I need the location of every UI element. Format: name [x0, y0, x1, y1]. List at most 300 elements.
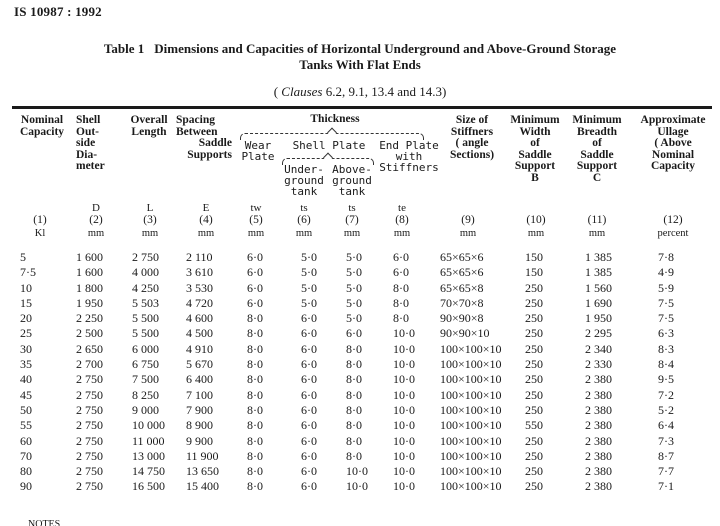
table-cell: 100×100×10 [440, 418, 502, 433]
table-cell: 5 [20, 250, 26, 264]
table-cell: 10·0 [393, 372, 415, 387]
table-row [0, 372, 720, 387]
table-cell: 60 [20, 433, 32, 448]
column-number: (9) [461, 214, 475, 226]
table-cell: 7 500 [132, 372, 159, 387]
table-cell: 250 [525, 448, 543, 463]
table-cell: 6·0 [393, 265, 409, 280]
table-cell: 25 [20, 326, 32, 341]
header-line: Sections) [449, 148, 495, 161]
table-cell: 8·0 [247, 387, 263, 402]
column-unit: mm [141, 228, 159, 239]
header-line: Shell [76, 114, 101, 126]
column-unit: percent [657, 228, 689, 239]
table-cell: 2 650 [76, 341, 103, 356]
table-cell: 13 650 [186, 464, 219, 479]
column-number: (1) [33, 214, 47, 226]
table-cell: 100×100×10 [440, 464, 502, 479]
table-cell: 10·0 [393, 464, 415, 479]
table-cell: 8·4 [658, 357, 674, 372]
column-number: (5) [249, 214, 263, 226]
header-min-width-saddle [506, 115, 564, 184]
header-line: tank [338, 185, 366, 198]
header-line: Supports [187, 148, 232, 161]
table-title-text: Dimensions and Capacities of Horizontal Underground and Above-Ground Storage [154, 41, 617, 56]
table-cell: 6·0 [301, 464, 317, 479]
column-symbol: ts [300, 202, 308, 214]
table-row [0, 342, 720, 357]
table-cell: 40 [20, 372, 32, 387]
standard-number: IS 10987 : 1992 [14, 4, 102, 19]
table-cell: 2 250 [76, 311, 103, 326]
table-cell: 10·0 [393, 341, 415, 356]
header-line: ground [284, 174, 324, 187]
table-row [0, 418, 720, 433]
table-number: Table 1 [103, 41, 145, 56]
table-cell: 10·0 [393, 479, 415, 494]
table-cell: 2 750 [76, 387, 103, 402]
header-line: Saddle [580, 148, 614, 161]
header-line: Dia- [76, 148, 98, 161]
table-cell: 8·0 [247, 357, 263, 372]
table-cell: 250 [525, 311, 543, 326]
table-cell: 2 340 [585, 341, 612, 356]
table-title-line-1 [0, 41, 720, 57]
table-cell: 10·0 [393, 357, 415, 372]
table-cell: 250 [525, 479, 543, 494]
header-end-plate-with-stiffners [376, 140, 442, 173]
header-line: Support [514, 160, 556, 172]
table-row [0, 265, 720, 280]
table-cell: 8·0 [346, 433, 362, 448]
header-line: Size of [455, 114, 489, 126]
table-cell: 8·0 [393, 311, 409, 326]
table-cell: 100×100×10 [440, 479, 502, 494]
header-line: Width [519, 125, 551, 138]
table-cell: 100×100×10 [440, 372, 502, 387]
column-number: (10) [526, 214, 546, 226]
table-cell: 8·0 [346, 387, 362, 402]
table-cell: 4·9 [658, 265, 674, 280]
header-line: Capacity [19, 125, 65, 138]
table-body [0, 250, 720, 495]
table-cell: 65×65×6 [440, 250, 484, 264]
header-line: of [592, 137, 602, 149]
table-cell: 8·0 [247, 448, 263, 463]
table-cell: 6·0 [247, 250, 263, 264]
table-cell: 250 [525, 464, 543, 479]
table-cell: 50 [20, 402, 32, 417]
table-cell: 100×100×10 [440, 357, 502, 372]
table-row [0, 281, 720, 296]
table-cell: 1 600 [76, 265, 103, 280]
table-cell: 150 [525, 265, 543, 280]
column-symbol: ts [348, 202, 356, 214]
table-cell: 100×100×10 [440, 387, 502, 402]
header-min-breadth-saddle [566, 115, 628, 184]
header-wear-plate [238, 140, 278, 162]
header-nominal-capacity [14, 115, 70, 138]
header-aboveground-tank [328, 164, 376, 197]
column-symbol: L [146, 202, 154, 214]
table-cell: 5·2 [658, 402, 674, 417]
header-line: Overall [130, 114, 168, 126]
table-cell: 2 380 [585, 402, 612, 417]
column-unit: mm [295, 228, 313, 239]
column-unit: Kl [34, 228, 46, 239]
table-row [0, 464, 720, 479]
table-cell: 6 400 [186, 372, 213, 387]
table-cell: 90 [20, 479, 32, 494]
header-line: Between [176, 125, 218, 138]
table-cell: 8·0 [346, 418, 362, 433]
header-line: Nominal [651, 148, 695, 161]
column-number: (7) [345, 214, 359, 226]
table-cell: 6·0 [301, 402, 317, 417]
table-cell: 5·0 [301, 265, 317, 280]
header-line: Saddle [518, 148, 552, 161]
table-cell: 6·0 [346, 326, 362, 341]
table-cell: 7·8 [658, 250, 674, 264]
table-cell: 5·0 [301, 250, 317, 264]
table-cell: 7 900 [186, 402, 213, 417]
table-cell: 14 750 [132, 464, 165, 479]
table-cell: 100×100×10 [440, 448, 502, 463]
column-number: (8) [395, 214, 409, 226]
header-shell-outside-diameter [76, 115, 116, 173]
table-cell: 100×100×10 [440, 402, 502, 417]
table-cell: 8·3 [658, 341, 674, 356]
column-symbol: tw [250, 202, 262, 214]
header-line: meter [76, 160, 105, 172]
table-cell: 2 750 [76, 418, 103, 433]
table-cell: 10·0 [393, 402, 415, 417]
header-line: ground [332, 174, 372, 187]
table-row [0, 311, 720, 326]
table-cell: 6·4 [658, 418, 674, 433]
table-cell: 35 [20, 357, 32, 372]
table-cell: 100×100×10 [440, 341, 502, 356]
header-line: Spacing [176, 114, 215, 126]
header-line: Above- [332, 163, 372, 176]
table-top-rule [12, 106, 712, 109]
table-row [0, 449, 720, 464]
table-cell: 8·0 [346, 448, 362, 463]
table-cell: 1 560 [585, 280, 612, 295]
table-row [0, 434, 720, 449]
header-spacing-saddle-supports [176, 115, 232, 161]
header-line: Ullage [657, 125, 689, 138]
table-cell: 8·0 [393, 280, 409, 295]
table-cell: 250 [525, 326, 543, 341]
column-unit: mm [343, 228, 361, 239]
table-cell: 2 330 [585, 357, 612, 372]
table-cell: 5·9 [658, 280, 674, 295]
table-row [0, 479, 720, 494]
table-cell: 65×65×6 [440, 265, 484, 280]
table-cell: 5·0 [301, 280, 317, 295]
table-cell: 6·0 [301, 326, 317, 341]
table-cell: 8 250 [132, 387, 159, 402]
table-cell: 8·0 [247, 433, 263, 448]
column-number: (3) [143, 214, 157, 226]
table-cell: 6·0 [301, 387, 317, 402]
notes-label: NOTES [28, 519, 61, 526]
table-cell: 2 750 [76, 464, 103, 479]
table-cell: 11 900 [186, 448, 219, 463]
header-line: Nominal [20, 114, 64, 126]
column-symbol: E [202, 202, 210, 214]
header-line: Approximate [640, 114, 706, 126]
table-cell: 5·0 [346, 265, 362, 280]
header-line: ( Above [654, 137, 692, 149]
table-cell: 3 610 [186, 265, 213, 280]
table-cell: 11 000 [132, 433, 165, 448]
table-cell: 15 [20, 295, 32, 310]
column-number: (6) [297, 214, 311, 226]
column-unit: mm [87, 228, 105, 239]
table-cell: 7 100 [186, 387, 213, 402]
column-number: (2) [89, 214, 103, 226]
table-cell: 20 [20, 311, 32, 326]
table-cell: 2 750 [76, 479, 103, 494]
header-shell-plate: Shell Plate [292, 139, 366, 152]
table-cell: 8·0 [346, 357, 362, 372]
header-line: Capacity [650, 160, 696, 172]
table-cell: 8·0 [346, 341, 362, 356]
table-cell: 250 [525, 387, 543, 402]
table-cell: 5·0 [301, 295, 317, 310]
clauses-open-paren: ( [273, 84, 279, 99]
table-cell: 7·5 [20, 265, 36, 280]
table-cell: 7·1 [658, 479, 674, 494]
header-line: C [592, 171, 602, 184]
table-cell: 2 110 [186, 250, 213, 264]
table-cell: 1 385 [585, 265, 612, 280]
table-cell: 8·0 [247, 341, 263, 356]
table-cell: 8·0 [393, 295, 409, 310]
table-cell: 150 [525, 250, 543, 264]
table-cell: 9·5 [658, 372, 674, 387]
table-cell: 55 [20, 418, 32, 433]
table-cell: 6 750 [132, 357, 159, 372]
table-cell: 10·0 [346, 464, 368, 479]
table-cell: 10 [20, 280, 32, 295]
header-line: End Plate [379, 139, 439, 152]
table-cell: 8·0 [247, 418, 263, 433]
table-cell: 10·0 [346, 479, 368, 494]
table-cell: 7·7 [658, 464, 674, 479]
table-cell: 6·0 [247, 280, 263, 295]
header-line: Minimum [572, 114, 622, 126]
table-cell: 5 670 [186, 357, 213, 372]
table-cell: 4 720 [186, 295, 213, 310]
table-row [0, 326, 720, 341]
header-line: tank [290, 185, 318, 198]
header-line: ( angle [455, 137, 489, 149]
header-line: Stiffners [450, 125, 494, 138]
table-cell: 4 000 [132, 265, 159, 280]
column-unit: mm [197, 228, 215, 239]
table-cell: 250 [525, 372, 543, 387]
header-line: Length [131, 125, 167, 138]
table-cell: 7·2 [658, 387, 674, 402]
table-cell: 2 380 [585, 372, 612, 387]
table-cell: 8·0 [247, 402, 263, 417]
header-line: Minimum [510, 114, 560, 126]
table-cell: 80 [20, 464, 32, 479]
header-line: Stiffners [379, 161, 439, 174]
header-thickness: Thickness [310, 113, 360, 125]
table-cell: 2 750 [76, 448, 103, 463]
table-cell: 5·0 [346, 311, 362, 326]
table-cell: 5 503 [132, 295, 159, 310]
table-cell: 6·0 [393, 250, 409, 264]
table-cell: 8·0 [247, 464, 263, 479]
table-cell: 6·0 [301, 357, 317, 372]
table-cell: 2 380 [585, 418, 612, 433]
table-cell: 65×65×8 [440, 280, 484, 295]
header-line: Breadth [576, 125, 618, 138]
table-cell: 6·0 [301, 372, 317, 387]
table-cell: 30 [20, 341, 32, 356]
column-symbol: D [92, 202, 100, 214]
table-cell: 2 380 [585, 448, 612, 463]
table-cell: 10·0 [393, 418, 415, 433]
table-cell: 5·0 [346, 280, 362, 295]
column-unit: mm [527, 228, 545, 239]
header-line: Under- [284, 163, 324, 176]
table-cell: 7·3 [658, 433, 674, 448]
table-row [0, 388, 720, 403]
table-cell: 5 500 [132, 311, 159, 326]
table-cell: 3 530 [186, 280, 213, 295]
header-line: Support [576, 160, 618, 172]
column-number: (11) [587, 214, 607, 226]
table-cell: 250 [525, 295, 543, 310]
column-symbol: te [398, 202, 406, 214]
clause-references [0, 84, 720, 100]
table-cell: 2 750 [76, 372, 103, 387]
table-cell: 100×100×10 [440, 433, 502, 448]
table-cell: 8·0 [247, 326, 263, 341]
table-cell: 250 [525, 402, 543, 417]
table-cell: 10·0 [393, 448, 415, 463]
table-cell: 6·0 [301, 479, 317, 494]
table-cell: 4 910 [186, 341, 213, 356]
table-row [0, 296, 720, 311]
table-cell: 2 500 [76, 326, 103, 341]
table-cell: 70×70×8 [440, 295, 484, 310]
table-cell: 9 000 [132, 402, 159, 417]
table-row [0, 250, 720, 265]
header-line: Plate [241, 150, 275, 163]
table-cell: 250 [525, 341, 543, 356]
table-cell: 4 600 [186, 311, 213, 326]
table-cell: 16 500 [132, 479, 165, 494]
table-cell: 550 [525, 418, 543, 433]
table-cell: 250 [525, 280, 543, 295]
table-cell: 4 500 [186, 326, 213, 341]
header-line: with [395, 150, 423, 163]
table-cell: 4 250 [132, 280, 159, 295]
table-cell: 6·3 [658, 326, 674, 341]
column-unit: mm [459, 228, 477, 239]
table-cell: 6·0 [247, 265, 263, 280]
table-cell: 2 380 [585, 387, 612, 402]
table-row [0, 357, 720, 372]
table-cell: 10 000 [132, 418, 165, 433]
table-cell: 2 380 [585, 433, 612, 448]
table-cell: 1 800 [76, 280, 103, 295]
clauses-label: Clauses [281, 84, 323, 99]
header-size-of-stiffners [440, 115, 504, 161]
table-title-line-2: Tanks With Flat Ends [299, 57, 421, 72]
table-cell: 1 385 [585, 250, 612, 264]
column-unit: mm [588, 228, 606, 239]
table-cell: 2 750 [132, 250, 159, 264]
table-cell: 70 [20, 448, 32, 463]
table-cell: 1 950 [76, 295, 103, 310]
table-cell: 8·0 [247, 311, 263, 326]
table-cell: 6·0 [301, 418, 317, 433]
table-cell: 8·0 [346, 402, 362, 417]
table-cell: 2 295 [585, 326, 612, 341]
header-line: Wear [244, 139, 272, 152]
header-line: B [531, 171, 539, 184]
table-cell: 90×90×10 [440, 326, 490, 341]
table-cell: 8·0 [247, 479, 263, 494]
header-underground-tank [280, 164, 328, 197]
table-cell: 1 690 [585, 295, 612, 310]
clauses-refs: 6.2, 9.1, 13.4 and 14.3) [325, 84, 447, 99]
column-number: (12) [663, 214, 683, 226]
table-cell: 250 [525, 433, 543, 448]
table-cell: 13 000 [132, 448, 165, 463]
table-title [0, 41, 720, 73]
header-approximate-ullage [632, 115, 714, 173]
table-cell: 6·0 [301, 433, 317, 448]
table-cell: 5·0 [346, 250, 362, 264]
header-line: of [530, 137, 540, 149]
table-cell: 8 900 [186, 418, 213, 433]
table-row [0, 403, 720, 418]
table-cell: 15 400 [186, 479, 219, 494]
header-line: Saddle [198, 137, 232, 149]
table-cell: 10·0 [393, 387, 415, 402]
table-cell: 8·0 [346, 372, 362, 387]
table-cell: 5·0 [346, 295, 362, 310]
table-cell: 9 900 [186, 433, 213, 448]
table-cell: 7·5 [658, 295, 674, 310]
table-cell: 1 950 [585, 311, 612, 326]
table-cell: 7·5 [658, 311, 674, 326]
header-overall-length [124, 115, 174, 138]
table-cell: 2 380 [585, 479, 612, 494]
table-cell: 1 600 [76, 250, 103, 264]
table-cell: 10·0 [393, 326, 415, 341]
table-cell: 2 750 [76, 402, 103, 417]
table-cell: 2 380 [585, 464, 612, 479]
table-cell: 6·0 [301, 448, 317, 463]
table-cell: 6·0 [301, 341, 317, 356]
table-cell: 8·7 [658, 448, 674, 463]
table-cell: 2 750 [76, 433, 103, 448]
table-cell: 6·0 [301, 311, 317, 326]
table-cell: 6·0 [247, 295, 263, 310]
table-cell: 10·0 [393, 433, 415, 448]
table-cell: 8·0 [247, 372, 263, 387]
